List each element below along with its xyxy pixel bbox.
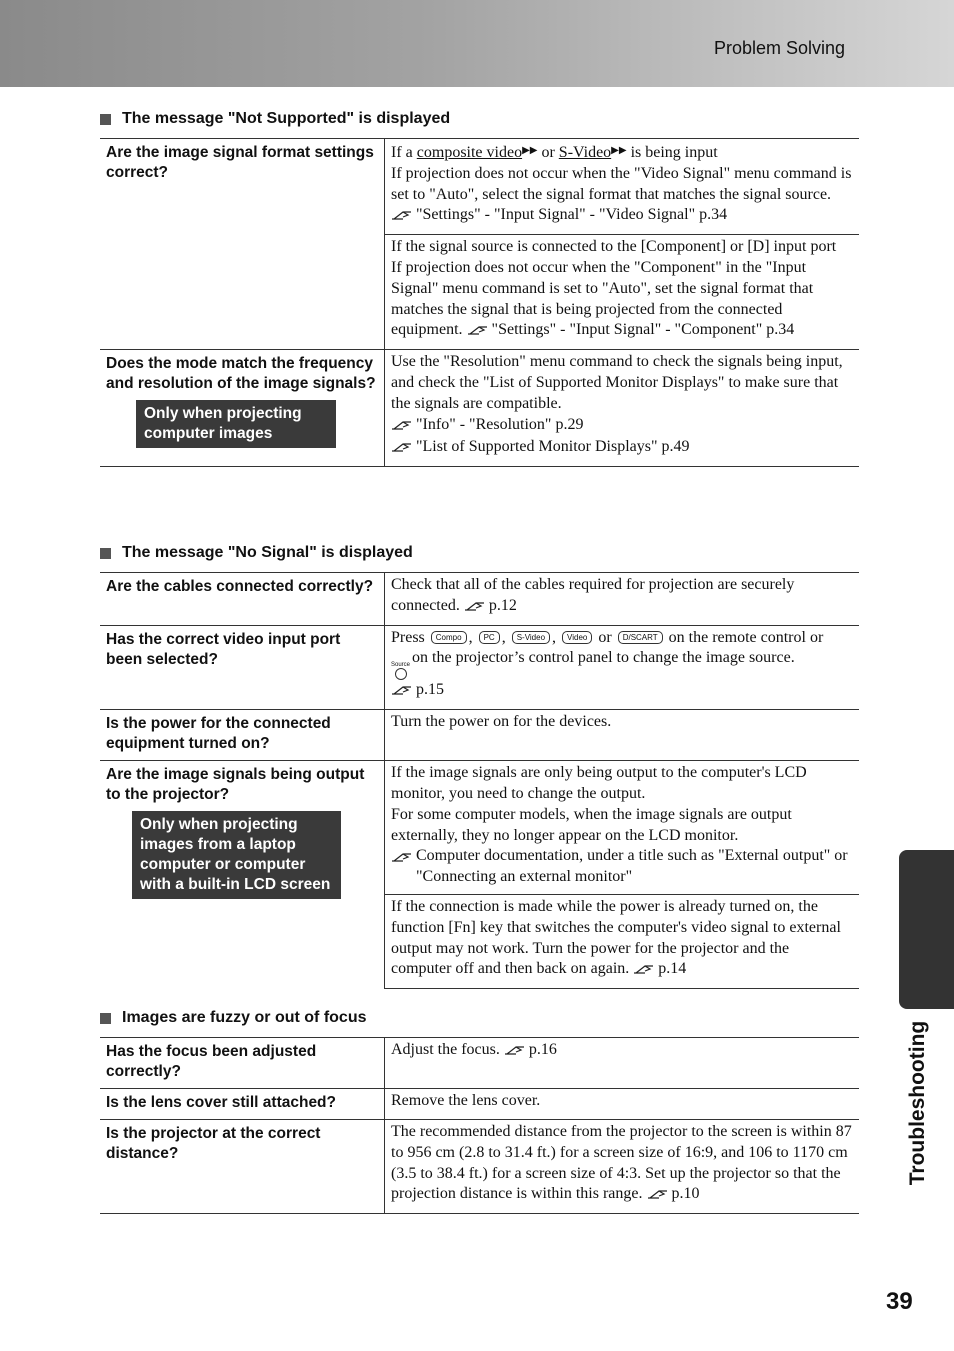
question-cell: Are the image signals being output to the projector? Only when projecting images from a laptop computer or computer with a built-in LCD screen — [100, 761, 385, 989]
section-fuzzy-images — [100, 1008, 859, 1214]
pc-button-icon: PC — [479, 631, 500, 644]
section-not-supported — [100, 109, 859, 467]
answer-cell: Turn the power on for the devices. — [385, 710, 860, 761]
chapter-tab — [899, 850, 954, 1009]
table-row — [100, 573, 859, 626]
page-number: 39 — [886, 1288, 913, 1315]
answer-cell: Remove the lens cover. — [385, 1089, 860, 1120]
compo-button-icon: Compo — [431, 631, 467, 644]
answer-cell: Use the "Resolution" menu command to check the signals being input, and check the "List of Supported Monitor Displays" to make sure that the signals are compatible. "Info" - "Resolution" p.29 "List of Supported Monitor Displays" p.49 — [385, 350, 860, 467]
chapter-label: Troubleshooting — [906, 1020, 930, 1185]
pointing-hand-icon — [391, 439, 413, 460]
question-cell: Is the power for the connected equipment turned on? — [100, 710, 385, 761]
troubleshooting-table — [100, 1037, 859, 1214]
note-badge: Only when projecting computer images — [136, 400, 336, 448]
square-bullet-icon — [100, 114, 111, 125]
answer-cell: If the connection is made while the power is already turned on, the function [Fn] key that switches the computer's video signal to external output may not work. Turn the power for the projector and the computer off and then back on again. p.14 — [385, 894, 860, 988]
table-row — [100, 1038, 859, 1089]
answer-cell: Adjust the focus. p.16 — [385, 1038, 860, 1089]
table-row — [100, 350, 859, 467]
square-bullet-icon — [100, 1013, 111, 1024]
glossary-arrow-icon: ▶▶ — [611, 145, 627, 156]
section-heading — [100, 109, 859, 129]
question-cell: Is the lens cover still attached? — [100, 1089, 385, 1120]
reference-link[interactable]: Computer documentation, under a title such as "External output" or "Connecting an external monitor" — [416, 847, 848, 886]
troubleshooting-table — [100, 572, 859, 989]
pointing-hand-icon — [391, 207, 413, 228]
reference-link[interactable]: p.16 — [528, 1041, 557, 1058]
glossary-arrow-icon: ▶▶ — [522, 145, 538, 156]
question-cell: Are the image signal format settings correct? — [100, 139, 385, 350]
reference-link[interactable]: p.15 — [416, 681, 444, 699]
note-badge: Only when projecting images from a laptop computer or computer with a built-in LCD screen — [132, 811, 341, 899]
question-cell: Is the projector at the correct distance? — [100, 1120, 385, 1214]
section-title: The message "No Signal" is displayed — [122, 544, 413, 561]
table-row — [100, 139, 859, 235]
glossary-link-s-video[interactable]: S-Video — [558, 144, 612, 161]
section-no-signal — [100, 543, 859, 989]
square-bullet-icon — [100, 548, 111, 559]
answer-cell: If a composite video▶▶ or S-Video▶▶ is being input If projection does not occur when the "Video Signal" menu command is set to "Auto", select the signal format that matches the signal source. "Settings" - "Input Signal" - "Video Signal" p.34 — [385, 139, 860, 235]
table-row — [100, 625, 859, 710]
answer-cell: Press Compo , PC , S-Video , Video or D/SCART on the remote control or Source on the projector’s control panel to change the image source. p.15 — [385, 625, 860, 710]
table-row — [100, 710, 859, 761]
question-cell: Does the mode match the frequency and resolution of the image signals? Only when projecting computer images — [100, 350, 385, 467]
table-row — [100, 761, 859, 895]
pointing-hand-icon — [467, 322, 489, 343]
video-button-icon: Video — [562, 631, 592, 644]
pointing-hand-icon — [633, 961, 655, 982]
pointing-hand-icon — [391, 417, 413, 438]
reference-link[interactable]: "Settings" - "Input Signal" - "Component" p.34 — [491, 321, 795, 339]
question-cell: Has the correct video input port been selected? — [100, 625, 385, 710]
reference-link[interactable]: "Info" - "Resolution" p.29 — [416, 415, 584, 433]
pointing-hand-icon — [464, 598, 486, 619]
reference-link[interactable]: p.10 — [671, 1185, 700, 1203]
reference-link[interactable]: p.12 — [488, 596, 517, 614]
s-video-button-icon: S-Video — [512, 631, 550, 644]
reference-link[interactable]: p.14 — [658, 960, 687, 978]
pointing-hand-icon — [391, 682, 413, 703]
table-row — [100, 1089, 859, 1120]
pointing-hand-icon — [647, 1186, 669, 1207]
page-header — [0, 0, 954, 87]
pointing-hand-icon — [504, 1042, 526, 1063]
section-title: Images are fuzzy or out of focus — [122, 1009, 367, 1026]
section-heading — [100, 1008, 859, 1028]
pointing-hand-icon — [391, 849, 413, 888]
section-title: The message "Not Supported" is displayed — [122, 110, 451, 127]
glossary-link-composite-video[interactable]: composite video — [416, 144, 523, 161]
answer-cell: If the signal source is connected to the [Component] or [D] input port If projection does not occur when the "Component" in the "Input Signal" menu command is set to "Auto", set the signal format that matches the signal that is being projected from the connected equipment. "Settings" - "Input Signal" - "Component" p.34 — [385, 235, 860, 350]
table-row — [100, 1120, 859, 1214]
answer-cell: If the image signals are only being output to the computer's LCD monitor, you need to change the output. For some computer models, when the image signals are output externally, they no longer appear on the LCD monitor. Computer documentation, under a title such as "External output" or "Connecting an external monitor" — [385, 761, 860, 895]
answer-cell: The recommended distance from the projector to the screen is within 87 to 956 cm (2.8 to 31.4 ft.) for a screen size of 16:9, and 106 to 1170 cm (3.5 to 38.4 ft.) for a screen size of 4:3. Set up the projector so that the projection distance is within this range. p.10 — [385, 1120, 860, 1214]
source-button-icon: Source — [391, 662, 410, 680]
d-scart-button-icon: D/SCART — [618, 631, 663, 644]
section-heading — [100, 543, 859, 563]
troubleshooting-table — [100, 138, 859, 467]
question-cell: Are the cables connected correctly? — [100, 573, 385, 626]
header-title: Problem Solving — [713, 38, 845, 58]
reference-link[interactable]: "List of Supported Monitor Displays" p.49 — [416, 438, 690, 456]
question-cell: Has the focus been adjusted correctly? — [100, 1038, 385, 1089]
answer-cell: Check that all of the cables required for projection are securely connected. p.12 — [385, 573, 860, 626]
reference-link[interactable]: "Settings" - "Input Signal" - "Video Signal" p.34 — [416, 206, 728, 224]
